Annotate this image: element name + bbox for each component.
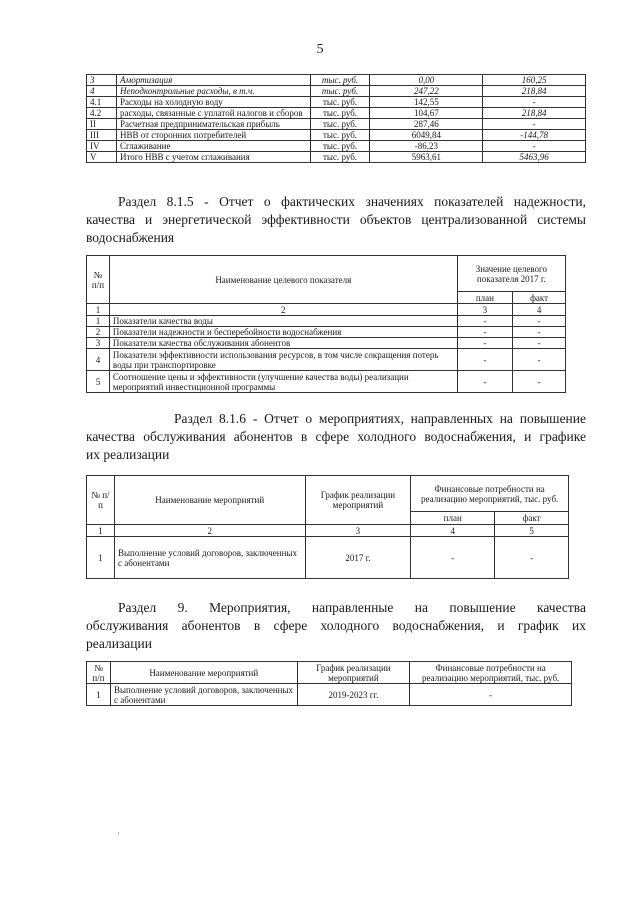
table-row (87, 152, 586, 163)
column-header-measure: Наименование мероприятий (114, 476, 305, 525)
row-name: Амортизация (116, 75, 310, 86)
row-number: V (87, 152, 117, 163)
plan-value: - (457, 327, 512, 338)
unit-value: тыс. руб. (310, 141, 370, 152)
heading-line: Раздел 8.1.5 - Отчет о фактических значениях показателей надежности, (118, 194, 586, 209)
column-number: 3 (457, 304, 512, 316)
row-number: 2 (87, 327, 110, 338)
unit-value: тыс. руб. (310, 97, 370, 108)
table-row (87, 349, 566, 371)
plan-value: 0,00 (370, 75, 483, 86)
planned-measures-table (86, 661, 572, 706)
plan-value: - (457, 349, 512, 371)
heading-line: Раздел 9. Мероприятия, направленные на повышение качества (118, 600, 586, 615)
column-number: 2 (114, 525, 305, 537)
indicator-name: Показатели качества обслуживания абонентов (109, 338, 457, 349)
column-number: 1 (87, 304, 110, 316)
table-row (87, 119, 586, 130)
unit-value: тыс. руб. (310, 75, 370, 86)
plan-value: 287,46 (370, 119, 483, 130)
row-name: расходы, связанные с уплатой налогов и сборов (116, 108, 310, 119)
column-header-financing: Финансовые потребности на реализацию мероприятий, тыс. руб. (410, 662, 572, 684)
plan-value: 5963,61 (370, 152, 483, 163)
row-name: Итого НВВ с учетом сглаживания (116, 152, 310, 163)
plan-value: 104,67 (370, 108, 483, 119)
heading-line: их реализации (86, 447, 170, 462)
table-row (87, 537, 569, 579)
fact-value: - (483, 97, 586, 108)
plan-value: 247,22 (370, 86, 483, 97)
column-header-plan: план (411, 512, 495, 525)
row-name: НВВ от сторонних потребителей (116, 130, 310, 141)
column-header-fact: факт (495, 512, 569, 525)
row-number: 4 (87, 349, 110, 371)
plan-value: - (457, 316, 512, 327)
table-row (87, 86, 586, 97)
plan-value: 6049,84 (370, 130, 483, 141)
section-8-1-5-heading (86, 193, 586, 247)
row-name: Сглаживание (116, 141, 310, 152)
unit-value: тыс. руб. (310, 119, 370, 130)
fact-value: - (513, 316, 566, 327)
column-header-measure: Наименование мероприятий (110, 662, 297, 684)
row-number: 3 (87, 75, 117, 86)
plan-value: - (411, 537, 495, 579)
schedule-value: 2019-2023 гг. (297, 684, 410, 706)
unit-value: тыс. руб. (310, 130, 370, 141)
table-row (87, 108, 586, 119)
row-number: 1 (87, 684, 111, 706)
fact-value: - (513, 349, 566, 371)
heading-line: качества обслуживания абонентов в сфере холодного водоснабжения, и графике (86, 429, 586, 444)
row-number: 5 (87, 371, 110, 393)
fact-value: - (495, 537, 569, 579)
column-header-value: Значение целевого показателя 2017 г. (457, 256, 565, 292)
plan-value: - (457, 371, 512, 393)
scan-mark (118, 832, 119, 835)
column-header-schedule: График реализации мероприятий (297, 662, 410, 684)
fact-value: -144,78 (483, 130, 586, 141)
column-number: 3 (305, 525, 411, 537)
heading-line: реализации (86, 636, 152, 651)
table-row (87, 327, 566, 338)
row-number: 1 (87, 537, 115, 579)
indicator-name: Показатели надежности и бесперебойности водоснабжения (109, 327, 457, 338)
heading-line: водоснабжения (86, 230, 175, 245)
row-name: Неподконтрольные расходы, в т.ч. (116, 86, 310, 97)
table-row (87, 684, 572, 706)
plan-value: 142,55 (370, 97, 483, 108)
column-number: 5 (495, 525, 569, 537)
column-header-num: № п/п (87, 662, 111, 684)
column-number: 4 (513, 304, 566, 316)
column-number: 1 (87, 525, 115, 537)
heading-line: Раздел 8.1.6 - Отчет о мероприятиях, направленных на повышение (174, 411, 586, 426)
financing-value: - (410, 684, 572, 706)
row-name: Расчетная предпринимательская прибыль (116, 119, 310, 130)
row-number: 4 (87, 86, 117, 97)
column-number: 2 (109, 304, 457, 316)
table-row (87, 338, 566, 349)
column-header-financing: Финансовые потребности на реализацию мероприятий, тыс. руб. (411, 476, 569, 512)
row-number: 3 (87, 338, 110, 349)
row-number: III (87, 130, 117, 141)
fact-value: 218,84 (483, 86, 586, 97)
column-header-num: № п/п (87, 256, 110, 304)
fact-value: - (483, 141, 586, 152)
column-number: 4 (411, 525, 495, 537)
indicator-name: Показатели эффективности использования ресурсов, в том числе сокращения потерь воды при транспортировке (109, 349, 457, 371)
row-number: 4.2 (87, 108, 117, 119)
unit-value: тыс. руб. (310, 108, 370, 119)
target-indicators-table (86, 255, 566, 393)
column-header-plan: план (457, 292, 512, 304)
indicator-name: Соотношение цены и эффективности (улучшение качества воды) реализации мероприятий инвестиционной программы (109, 371, 457, 393)
row-number: 1 (87, 316, 110, 327)
row-number: IV (87, 141, 117, 152)
column-header-schedule: График реализации мероприятий (305, 476, 411, 525)
column-header-num: № п/п (87, 476, 115, 525)
fact-value: - (513, 338, 566, 349)
section-9-heading (86, 599, 586, 653)
column-header-fact: факт (513, 292, 566, 304)
page-number: 5 (316, 42, 324, 57)
schedule-value: 2017 г. (305, 537, 411, 579)
table-row (87, 316, 566, 327)
measure-name: Выполнение условий договоров, заключенных с абонентами (114, 537, 305, 579)
unit-value: тыс. руб. (310, 86, 370, 97)
table-row (87, 130, 586, 141)
column-header-indicator: Наименование целевого показателя (109, 256, 457, 304)
section-8-1-6-heading (86, 410, 586, 464)
measures-report-table (86, 475, 569, 579)
financial-table (86, 74, 586, 163)
unit-value: тыс. руб. (310, 152, 370, 163)
row-number: 4.1 (87, 97, 117, 108)
fact-value: - (483, 119, 586, 130)
table-row (87, 97, 586, 108)
fact-value: - (513, 327, 566, 338)
row-number: II (87, 119, 117, 130)
fact-value: 160,25 (483, 75, 586, 86)
table-row (87, 371, 566, 393)
fact-value: - (513, 371, 566, 393)
fact-value: 218,84 (483, 108, 586, 119)
table-row (87, 75, 586, 86)
table-row (87, 141, 586, 152)
row-name: Расходы на холодную воду (116, 97, 310, 108)
heading-line: качества и энергетической эффективности объектов централизованной системы (86, 212, 586, 227)
plan-value: -86,23 (370, 141, 483, 152)
plan-value: - (457, 338, 512, 349)
fact-value: 5463,96 (483, 152, 586, 163)
measure-name: Выполнение условий договоров, заключенных с абонентами (110, 684, 297, 706)
heading-line: обслуживания абонентов в сфере холодного водоснабжения, и график их (86, 618, 586, 633)
indicator-name: Показатели качества воды (109, 316, 457, 327)
